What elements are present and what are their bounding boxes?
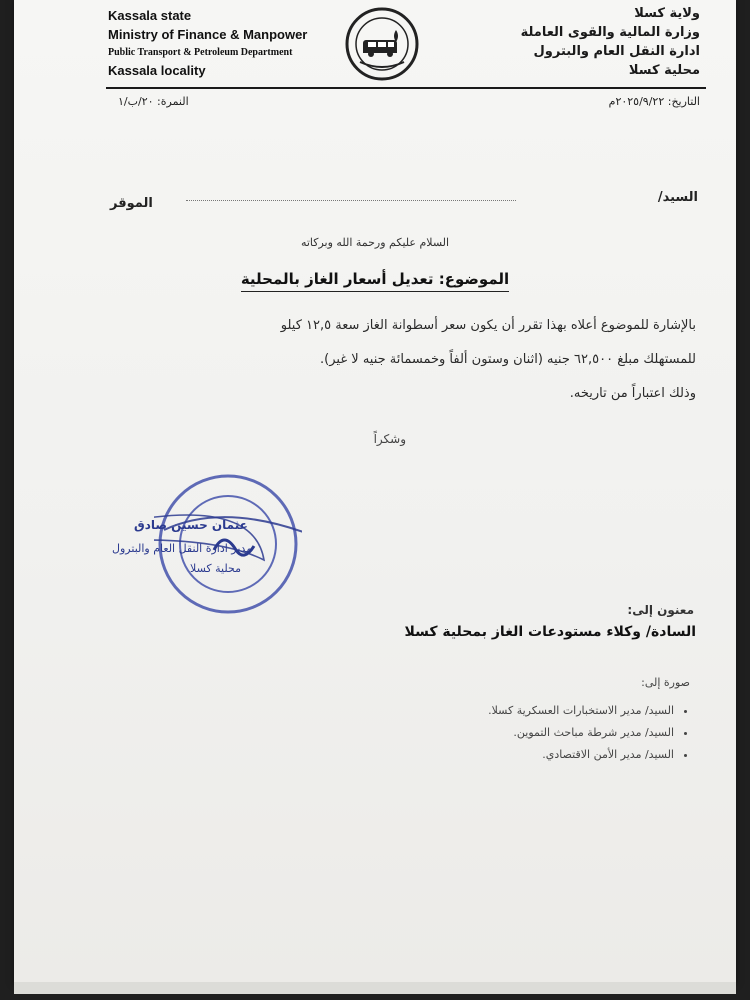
respected-label: الموقر bbox=[110, 196, 153, 211]
ar-ministry: وزارة المالية والقوى العاملة bbox=[520, 25, 700, 40]
subject-text: تعديل أسعار الغاز بالمحلية bbox=[240, 270, 434, 288]
subject-label: الموضوع: bbox=[438, 270, 510, 288]
to-value: السادة/ وكلاء مستودعات الغاز بمحلية كسلا bbox=[404, 624, 696, 640]
date-label: التاريخ: bbox=[667, 95, 700, 108]
en-ministry: Ministry of Finance & Manpower bbox=[108, 27, 308, 42]
addressee-dotted-line bbox=[186, 200, 516, 201]
signer-name: عثمان حسين صادق bbox=[134, 518, 248, 532]
date-value: ٢٠٢٥/٩/٢٢م bbox=[608, 95, 665, 108]
cc-list bbox=[488, 700, 692, 766]
ministry-seal-logo bbox=[344, 6, 420, 82]
header-divider bbox=[106, 87, 706, 89]
arabic-header bbox=[521, 4, 700, 80]
reference-number bbox=[118, 95, 189, 108]
subject-underlined bbox=[241, 270, 509, 292]
number-label: النمرة: bbox=[157, 95, 189, 108]
body-line-1: بالإشارة للموضوع أعلاه بهذا تقرر أن يكون سعر أسطوانة الغاز سعة ١٢,٥ كيلو bbox=[280, 318, 696, 333]
thanks: وشكراً bbox=[373, 432, 406, 446]
signer-locality: محلية كسلا bbox=[190, 562, 241, 575]
addressee-label: السيد/ bbox=[657, 190, 698, 205]
body-line-3: وذلك اعتباراً من تاريخه. bbox=[569, 386, 696, 401]
subject-line bbox=[14, 270, 736, 288]
cc-item: • السيد/ مدير الأمن الاقتصادي. bbox=[488, 744, 674, 766]
letter-page bbox=[14, 0, 736, 984]
signer-title: مدير ادارة النقل العام والبترول bbox=[112, 542, 253, 555]
number-value: ٢٠/ب/١ bbox=[118, 95, 154, 108]
en-department: Public Transport & Petroleum Department bbox=[108, 47, 293, 58]
copy-label: صورة إلى: bbox=[641, 676, 690, 689]
to-label: معنون إلى: bbox=[627, 603, 694, 617]
ar-state: ولاية كسلا bbox=[634, 6, 700, 21]
cc-item: • السيد/ مدير شرطة مباحث التموين. bbox=[488, 722, 674, 744]
english-header bbox=[108, 6, 307, 80]
ar-department: ادارة النقل العام والبترول bbox=[533, 44, 700, 59]
en-state: Kassala state bbox=[108, 8, 192, 23]
greeting: السلام عليكم ورحمة الله وبركاته bbox=[300, 236, 450, 249]
date-line bbox=[609, 95, 700, 108]
ar-locality: محلية كسلا bbox=[628, 63, 700, 78]
en-locality: Kassala locality bbox=[108, 63, 206, 78]
cc-item: • السيد/ مدير الاستخبارات العسكرية كسلا. bbox=[488, 700, 674, 722]
body-line-2: للمستهلك مبلغ ٦٢,٥٠٠ جنيه (اثنان وستون ألفاً وخمسمائة جنيه لا غير). bbox=[320, 352, 696, 367]
